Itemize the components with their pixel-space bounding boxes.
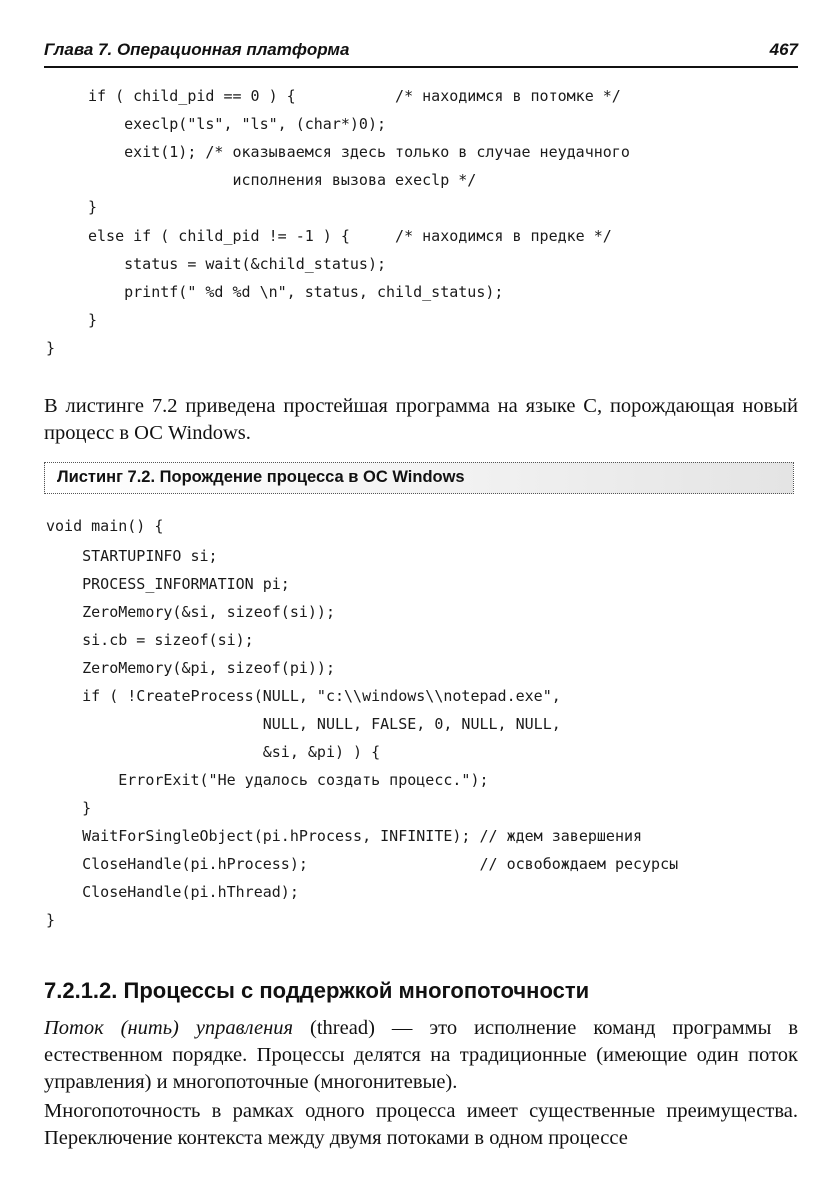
code-line: NULL, NULL, FALSE, 0, NULL, NULL, <box>46 715 561 733</box>
code-line: printf(" %d %d \n", status, child_status); <box>88 283 504 301</box>
code-line: if ( child_pid == 0 ) { /* находимся в потомке */ <box>88 87 621 105</box>
listing-title-bar <box>44 462 794 494</box>
code-line: CloseHandle(pi.hThread); <box>46 883 299 901</box>
paragraph-rest: (thread) — это исполнение команд программы в естественном порядке. Процессы делятся на традиционные (имеющие один поток управления) и многопоточные (многонитевые). <box>44 1017 798 1093</box>
code-line: si.cb = sizeof(si); <box>46 631 254 649</box>
code-line: void main() { <box>46 517 164 535</box>
section-heading: 7.2.1.2. Процессы с поддержкой многопоточности <box>44 978 590 1003</box>
code-line: PROCESS_INFORMATION pi; <box>46 575 290 593</box>
code-line: } <box>46 339 56 357</box>
code-line: } <box>88 311 98 329</box>
code-line: STARTUPINFO si; <box>46 547 218 565</box>
code-line: execlp("ls", "ls", (char*)0); <box>88 115 387 133</box>
page-header <box>44 36 798 68</box>
section-paragraph-1 <box>44 1015 798 1096</box>
paragraph-text <box>44 1015 798 1096</box>
intro-text: В листинге 7.2 приведена простейшая программа на языке C, порождающая новый процесс в ОС Windows. <box>44 395 798 444</box>
code-line: status = wait(&child_status); <box>88 255 387 273</box>
code-line: &si, &pi) ) { <box>46 743 381 761</box>
code-line: ZeroMemory(&si, sizeof(si)); <box>46 603 335 621</box>
code-line: исполнения вызова execlp */ <box>88 171 477 189</box>
section-paragraph-2 <box>44 1098 798 1152</box>
code-line: } <box>46 799 92 817</box>
paragraph-text: Многопоточность в рамках одного процесса имеет существенные преимущества. Переключение контекста между двумя потоками в одном процессе <box>44 1100 798 1149</box>
code-line: ZeroMemory(&pi, sizeof(pi)); <box>46 659 335 677</box>
code-line: ErrorExit("Не удалось создать процесс."); <box>46 771 489 789</box>
code-line: CloseHandle(pi.hProcess); // освобождаем ресурсы <box>46 855 679 873</box>
code-line: else if ( child_pid != -1 ) { /* находимся в предке */ <box>88 227 612 245</box>
page-number: 467 <box>769 40 798 59</box>
code-line: exit(1); /* оказываемся здесь только в случае неудачного <box>88 143 630 161</box>
listing-title: Листинг 7.2. Порождение процесса в ОС Windows <box>57 468 465 486</box>
term-italic: Поток (нить) управления <box>44 1017 294 1039</box>
chapter-title: Глава 7. Операционная платформа <box>44 40 350 59</box>
code-line: WaitForSingleObject(pi.hProcess, INFINITE); // ждем завершения <box>46 827 643 845</box>
intro-paragraph <box>44 393 798 447</box>
code-line: if ( !CreateProcess(NULL, "c:\\windows\\notepad.exe", <box>46 687 561 705</box>
code-line: } <box>46 911 56 929</box>
code-line: } <box>88 198 98 216</box>
